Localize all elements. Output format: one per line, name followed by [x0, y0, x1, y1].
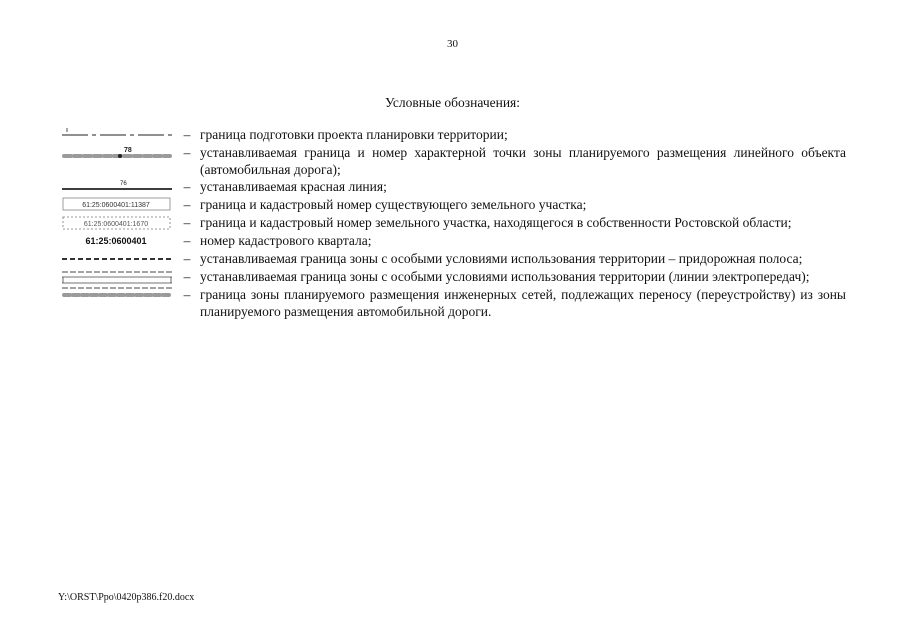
cadastral-number-label: 61:25:0600401:1670: [83, 221, 149, 228]
legend-item-text: граница зоны планируемого размещения инженерных сетей, подлежащих переносу (переустройству) из зоны планируемого размещения автомобильной дороги.: [200, 287, 846, 319]
legend-item-text: граница и кадастровый номер существующего земельного участка;: [200, 197, 587, 212]
legend-title: Условные обозначения:: [384, 95, 521, 110]
cadastral-number-label: 61:25:0600401:11387: [82, 202, 150, 209]
legend-item-text: граница подготовки проекта планировки территории;: [200, 127, 508, 142]
legend-row: [58, 268, 846, 285]
legend-row: [58, 286, 846, 320]
legend-item-text: устанавливаемая граница и номер характерной точки зоны планируемого размещения линейного объекта (автомобильная дорога);: [200, 145, 846, 177]
legend-dash: –: [183, 197, 191, 212]
cadastral-quarter-number-icon: [58, 232, 174, 248]
legend-item-text: номер кадастрового квартала;: [200, 233, 372, 248]
legend-dash: –: [183, 215, 191, 230]
cadastral-quarter-label: 61:25:0600401: [85, 236, 147, 246]
linear-object-zone-boundary-icon: [58, 144, 174, 160]
legend-row: [58, 144, 846, 178]
legend-dash: –: [183, 179, 191, 194]
regional-land-plot-icon: [58, 214, 174, 230]
legend-dash: –: [183, 127, 191, 142]
legend-item-text: граница и кадастровый номер земельного участка, находящегося в собственности Ростовской области;: [200, 215, 792, 230]
legend-row: [58, 126, 846, 143]
existing-land-plot-icon: [58, 196, 174, 212]
legend-dash: –: [183, 251, 191, 266]
legend-item-text: устанавливаемая граница зоны с особыми условиями использования территории – придорожная полоса;: [200, 251, 803, 266]
roadside-zone-boundary-icon: [58, 250, 174, 266]
legend-row: [58, 214, 846, 231]
legend-row: [58, 232, 846, 249]
legend-dash: –: [183, 233, 191, 248]
point-number-label: 78: [124, 147, 132, 154]
legend-dash: –: [183, 287, 191, 302]
legend-dash: –: [183, 145, 191, 160]
legend: [58, 126, 846, 321]
page-number: 30: [447, 38, 458, 50]
legend-row: [58, 250, 846, 267]
legend-item-text: устанавливаемая красная линия;: [200, 179, 387, 194]
legend-dash: –: [183, 269, 191, 284]
footer-file-path: Y:\ORST\Ppo\0420p386.f20.docx: [58, 592, 195, 603]
planning-boundary-line-icon: [58, 126, 174, 142]
point-number-label: 76: [120, 181, 127, 187]
utility-networks-zone-boundary-icon: [58, 286, 174, 302]
red-line-icon: [58, 178, 174, 194]
legend-row: [58, 196, 846, 213]
legend-row: [58, 178, 846, 195]
legend-item-text: устанавливаемая граница зоны с особыми условиями использования территории (линии электропередач);: [200, 269, 810, 284]
power-line-zone-boundary-icon: [58, 268, 174, 284]
